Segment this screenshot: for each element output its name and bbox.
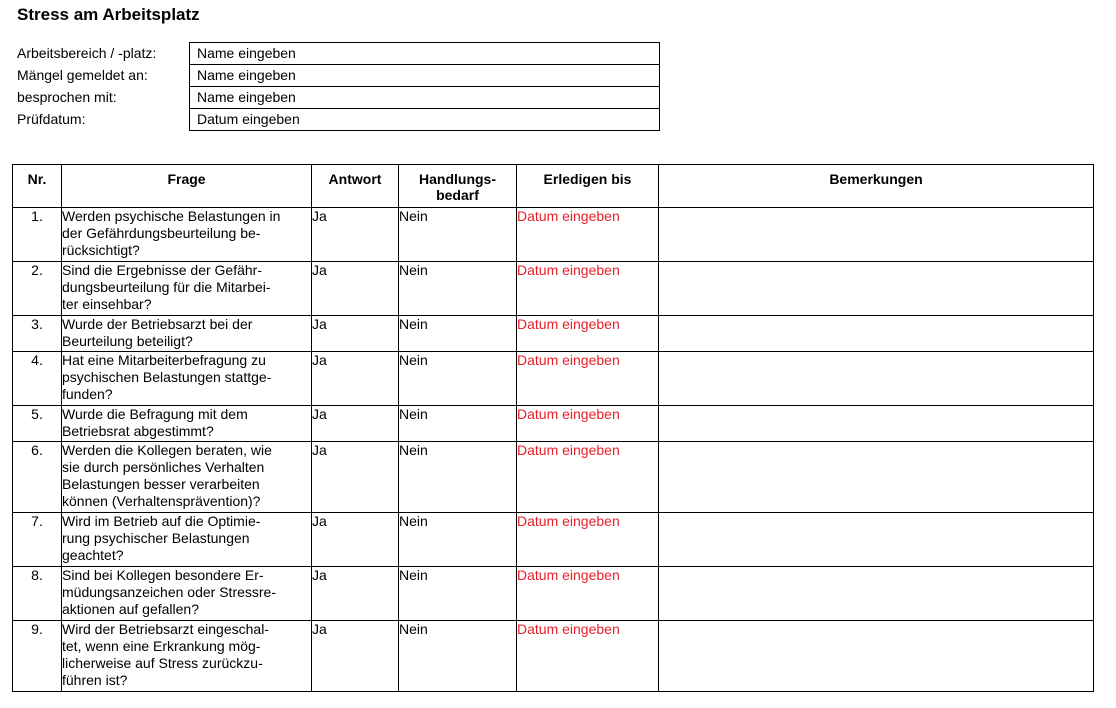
pruefdatum-field[interactable]: Datum eingeben	[190, 109, 659, 131]
handlungsbedarf-nein-option[interactable]: Nein	[399, 513, 517, 567]
question-line: geachtet?	[62, 547, 124, 563]
table-row	[13, 621, 1094, 692]
table-row	[13, 208, 1094, 262]
erledigen-bis-date-field[interactable]: Datum eingeben	[517, 208, 659, 262]
answer-ja-option[interactable]: Ja	[312, 208, 399, 262]
answer-ja-option[interactable]: Ja	[312, 567, 399, 621]
question-line: Beurteilung beteiligt?	[62, 333, 193, 349]
erledigen-bis-date-field[interactable]: Datum eingeben	[517, 316, 659, 352]
question-line: rung psychischer Belastungen	[62, 530, 250, 546]
bemerkungen-field[interactable]	[659, 208, 1094, 262]
header-antwort: Antwort	[312, 165, 399, 208]
table-row	[13, 262, 1094, 316]
answer-ja-option[interactable]: Ja	[312, 406, 399, 442]
meta-label-besprochen: besprochen mit:	[17, 89, 117, 105]
header-handlungsbedarf-line-2: bedarf	[436, 187, 479, 203]
question-line: psychischen Belastungen stattge-	[62, 369, 272, 385]
row-number: 4.	[13, 352, 62, 406]
question-line: funden?	[62, 386, 113, 402]
erledigen-bis-date-field[interactable]: Datum eingeben	[517, 513, 659, 567]
bemerkungen-field[interactable]	[659, 406, 1094, 442]
question-line: Wird der Betriebsarzt eingeschal-	[62, 621, 269, 637]
question-cell	[62, 352, 312, 406]
answer-ja-option[interactable]: Ja	[312, 262, 399, 316]
meta-label-pruefdatum: Prüfdatum:	[17, 111, 86, 127]
meta-labels	[17, 42, 189, 130]
handlungsbedarf-nein-option[interactable]: Nein	[399, 262, 517, 316]
question-line: dungsbeurteilung für die Mitarbei-	[62, 279, 271, 295]
bemerkungen-field[interactable]	[659, 262, 1094, 316]
answer-ja-option[interactable]: Ja	[312, 442, 399, 513]
row-number: 3.	[13, 316, 62, 352]
row-number: 6.	[13, 442, 62, 513]
header-erledigen-bis: Erledigen bis	[517, 165, 659, 208]
question-line: Hat eine Mitarbeiterbefragung zu	[62, 352, 266, 368]
bemerkungen-field[interactable]	[659, 316, 1094, 352]
header-nr: Nr.	[13, 165, 62, 208]
question-line: Wurde der Betriebsarzt bei der	[62, 316, 253, 332]
question-line: Sind bei Kollegen besondere Er-	[62, 567, 264, 583]
erledigen-bis-date-field[interactable]: Datum eingeben	[517, 406, 659, 442]
question-line: licherweise auf Stress zurückzu-	[62, 655, 263, 671]
bemerkungen-field[interactable]	[659, 442, 1094, 513]
handlungsbedarf-nein-option[interactable]: Nein	[399, 621, 517, 692]
handlungsbedarf-nein-option[interactable]: Nein	[399, 406, 517, 442]
erledigen-bis-date-field[interactable]: Datum eingeben	[517, 352, 659, 406]
question-cell	[62, 621, 312, 692]
row-number: 7.	[13, 513, 62, 567]
question-line: sie durch persönliches Verhalten	[62, 459, 265, 475]
question-line: führen ist?	[62, 672, 128, 688]
row-number: 5.	[13, 406, 62, 442]
question-line: aktionen auf gefallen?	[62, 601, 199, 617]
question-line: Belastungen besser verarbeiten	[62, 476, 260, 492]
row-number: 8.	[13, 567, 62, 621]
document-title: Stress am Arbeitsplatz	[17, 5, 200, 24]
handlungsbedarf-nein-option[interactable]: Nein	[399, 567, 517, 621]
table-row	[13, 513, 1094, 567]
answer-ja-option[interactable]: Ja	[312, 621, 399, 692]
header-handlungsbedarf-line-1: Handlungs-	[419, 171, 496, 187]
question-line: Wurde die Befragung mit dem	[62, 406, 248, 422]
question-line: Werden die Kollegen beraten, wie	[62, 442, 272, 458]
handlungsbedarf-nein-option[interactable]: Nein	[399, 316, 517, 352]
checklist-table	[12, 164, 1094, 692]
question-line: rücksichtigt?	[62, 242, 140, 258]
table-row	[13, 316, 1094, 352]
question-line: der Gefährdungsbeurteilung be-	[62, 225, 261, 241]
table-row	[13, 442, 1094, 513]
maengel-field[interactable]: Name eingeben	[190, 65, 659, 87]
row-number: 2.	[13, 262, 62, 316]
header-bemerkungen: Bemerkungen	[659, 165, 1094, 208]
question-cell	[62, 208, 312, 262]
erledigen-bis-date-field[interactable]: Datum eingeben	[517, 621, 659, 692]
question-cell	[62, 567, 312, 621]
question-cell	[62, 406, 312, 442]
question-line: Werden psychische Belastungen in	[62, 208, 281, 224]
question-cell	[62, 262, 312, 316]
handlungsbedarf-nein-option[interactable]: Nein	[399, 208, 517, 262]
answer-ja-option[interactable]: Ja	[312, 352, 399, 406]
bemerkungen-field[interactable]	[659, 352, 1094, 406]
answer-ja-option[interactable]: Ja	[312, 513, 399, 567]
question-line: Betriebsrat abgestimmt?	[62, 423, 214, 439]
bemerkungen-field[interactable]	[659, 621, 1094, 692]
question-cell	[62, 442, 312, 513]
header-row	[13, 165, 1094, 208]
bemerkungen-field[interactable]	[659, 513, 1094, 567]
question-line: ter einsehbar?	[62, 296, 152, 312]
meta-label-maengel: Mängel gemeldet an:	[17, 67, 148, 83]
question-line: tet, wenn eine Erkrankung mög-	[62, 638, 261, 654]
meta-fields	[189, 42, 660, 131]
header-handlungsbedarf	[399, 165, 517, 208]
question-cell	[62, 316, 312, 352]
table-row	[13, 406, 1094, 442]
besprochen-field[interactable]: Name eingeben	[190, 87, 659, 109]
handlungsbedarf-nein-option[interactable]: Nein	[399, 352, 517, 406]
erledigen-bis-date-field[interactable]: Datum eingeben	[517, 262, 659, 316]
header-frage: Frage	[62, 165, 312, 208]
arbeitsbereich-field[interactable]: Name eingeben	[190, 43, 659, 65]
question-line: Sind die Ergebnisse der Gefähr-	[62, 262, 262, 278]
erledigen-bis-date-field[interactable]: Datum eingeben	[517, 567, 659, 621]
meta-label-arbeitsbereich: Arbeitsbereich / -platz:	[17, 45, 157, 61]
bemerkungen-field[interactable]	[659, 567, 1094, 621]
table-row	[13, 567, 1094, 621]
row-number: 1.	[13, 208, 62, 262]
question-line: müdungsanzeichen oder Stressre-	[62, 584, 277, 600]
answer-ja-option[interactable]: Ja	[312, 316, 399, 352]
table-row	[13, 352, 1094, 406]
handlungsbedarf-nein-option[interactable]: Nein	[399, 442, 517, 513]
question-line: können (Verhaltensprävention)?	[62, 493, 261, 509]
question-cell	[62, 513, 312, 567]
row-number: 9.	[13, 621, 62, 692]
question-line: Wird im Betrieb auf die Optimie-	[62, 513, 261, 529]
erledigen-bis-date-field[interactable]: Datum eingeben	[517, 442, 659, 513]
